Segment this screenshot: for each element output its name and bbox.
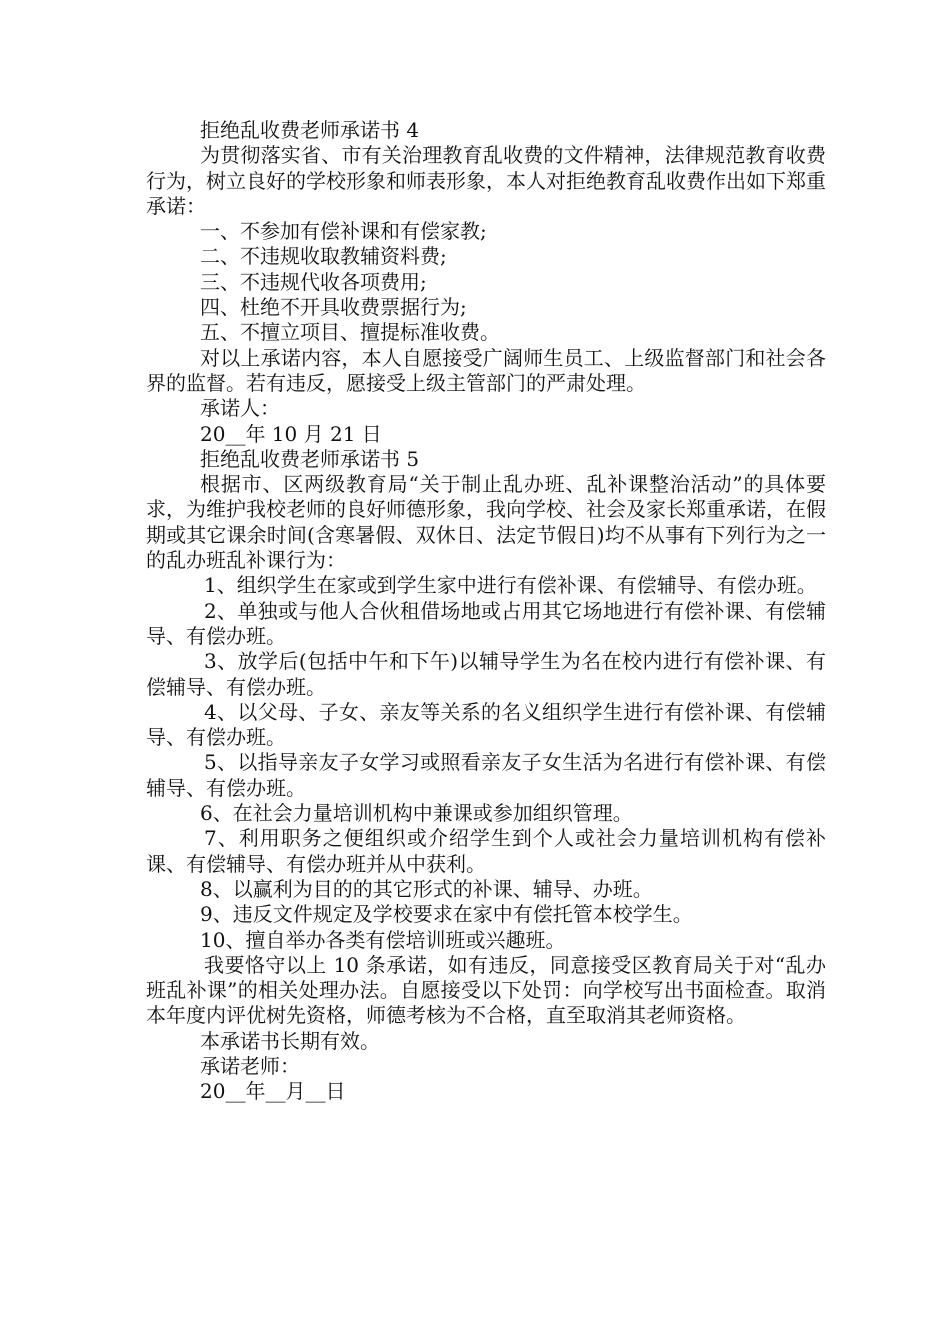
rule-item-5-6: 6、在社会力量培训机构中兼课或参加组织管理。 (200, 801, 633, 826)
pledge-item-4-4: 四、杜绝不开具收费票据行为; (200, 295, 467, 320)
section-title-5: 拒绝乱收费老师承诺书 5 (200, 446, 420, 471)
date-line-5: 20__年__月__日 (200, 1079, 346, 1104)
pledge-item-4-5: 五、不擅立项目、擅提标准收费。 (200, 320, 500, 345)
signer-line-4: 承诺人： (200, 396, 280, 421)
pledge-item-4-2: 二、不违规收取教辅资料费; (200, 244, 447, 269)
section-title-4: 拒绝乱收费老师承诺书 4 (200, 118, 420, 142)
date-line-4: 20__年 10 月 21 日 (200, 421, 382, 446)
closing-paragraph-4: 对以上承诺内容，本人自愿接受广阔师生员工、上级监督部门和社会各界的监督。若有违反，愿接受上级主管部门的严肃处理。 (146, 345, 826, 395)
rule-item-5-2: 2、单独或与他人合伙租借场地或占用其它场地进行有偿补课、有偿辅导、有偿办班。 (146, 598, 826, 648)
intro-paragraph-5: 根据市、区两级教育局“关于制止乱办班、乱补课整治活动”的具体要求，为维护我校老师的良好师德形象，我向学校、社会及家长郑重承诺，在假期或其它课余时间(含寒暑假、双休日、法定节假日)均不从事有下列行为之一的乱办班乱补课行为： (146, 472, 826, 573)
rule-item-5-10: 10、擅自举办各类有偿培训班或兴趣班。 (200, 927, 566, 952)
rule-item-5-4: 4、以父母、子女、亲友等关系的名义组织学生进行有偿补课、有偿辅导、有偿办班。 (146, 699, 826, 750)
rule-item-5-1: 1、组织学生在家或到学生家中进行有偿补课、有偿辅导、有偿办班。 (204, 573, 817, 598)
rule-item-5-9: 9、违反文件规定及学校要求在家中有偿托管本校学生。 (200, 902, 693, 927)
validity-line-5: 本承诺书长期有效。 (200, 1028, 380, 1053)
signer-line-5: 承诺老师： (200, 1053, 300, 1078)
rule-item-5-7: 7、利用职务之便组织或介绍学生到个人或社会力量培训机构有偿补课、有偿辅导、有偿办班并从中获利。 (146, 826, 826, 876)
rule-item-5-5: 5、以指导亲友子女学习或照看亲友子女生活为名进行有偿补课、有偿辅导、有偿办班。 (146, 750, 826, 800)
closing-paragraph-5: 我要恪守以上 10 条承诺，如有违反，同意接受区教育局关于对“乱办班乱补课”的相关处理办法。自愿接受以下处罚：向学校写出书面检查。取消本年度内评优树先资格，师德考核为不合格，直至取消其老师资格。 (146, 952, 826, 1028)
rule-item-5-3: 3、放学后(包括中午和下午)以辅导学生为名在校内进行有偿补课、有偿辅导、有偿办班。 (146, 649, 826, 699)
document-page (146, 118, 826, 1105)
pledge-item-4-1: 一、不参加有偿补课和有偿家教; (200, 219, 487, 244)
pledge-item-4-3: 三、不违规代收各项费用; (200, 269, 427, 294)
intro-paragraph-4: 为贯彻落实省、市有关治理教育乱收费的文件精神，法律规范教育收费行为，树立良好的学校形象和师表形象，本人对拒绝教育乱收费作出如下郑重承诺： (146, 143, 826, 218)
rule-item-5-8: 8、以赢利为目的的其它形式的补课、辅导、办班。 (200, 876, 653, 901)
